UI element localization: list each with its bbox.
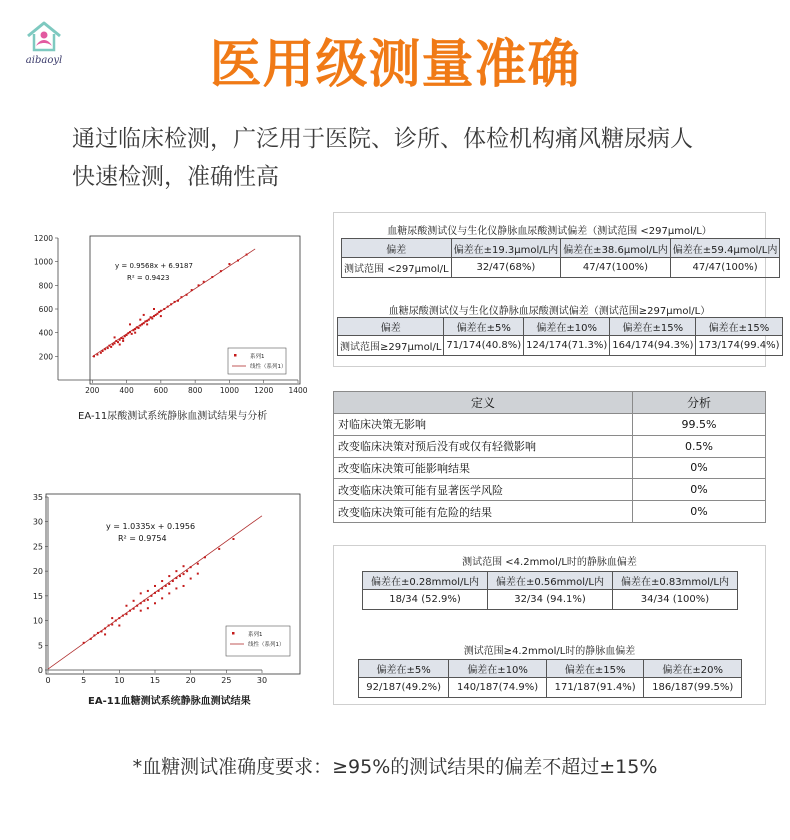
data-point xyxy=(139,319,141,321)
glucose-scatter-plot xyxy=(30,492,300,712)
x-tick-label: 20 xyxy=(185,676,196,685)
r-squared: R² = 0.9754 xyxy=(118,534,167,543)
x-tick-label: 5 xyxy=(81,676,87,685)
row-label: 测试范围 <297μmol/L xyxy=(342,258,452,278)
data-point xyxy=(186,570,188,572)
data-point xyxy=(132,329,134,331)
data-point xyxy=(114,336,116,338)
data-point xyxy=(191,289,193,291)
table-cell: 32/47(68%) xyxy=(451,258,561,278)
data-point xyxy=(158,590,160,592)
data-point xyxy=(218,548,220,550)
data-point xyxy=(112,344,114,346)
table-header: 偏差在±15% xyxy=(696,318,782,336)
data-point xyxy=(175,577,177,579)
data-point xyxy=(148,319,150,321)
x-tick-label: 1200 xyxy=(254,386,274,395)
table-cell: 18/34 (52.9%) xyxy=(363,590,488,610)
data-point xyxy=(168,583,170,585)
table-header: 偏差在±0.28mmol/L内 xyxy=(363,572,488,590)
table-header: 偏差在±0.83mmol/L内 xyxy=(613,572,738,590)
intro-text xyxy=(72,120,752,196)
uric-acid-scatter-plot xyxy=(30,228,308,428)
y-tick-label: 800 xyxy=(38,281,53,291)
data-point xyxy=(155,314,157,316)
data-point xyxy=(232,538,234,540)
intro-line-2: 快速检测，准确性高 xyxy=(72,164,279,190)
table-cell: 186/187(99.5%) xyxy=(644,678,742,698)
table-header: 定义 xyxy=(334,392,633,414)
data-point xyxy=(133,608,135,610)
row-label: 改变临床决策可能影响结果 xyxy=(334,457,633,479)
r-squared: R² = 0.9423 xyxy=(127,274,170,282)
table-header: 偏差在±10% xyxy=(449,660,547,678)
data-point xyxy=(122,340,124,342)
table-cell: 0% xyxy=(633,501,766,523)
data-point xyxy=(138,327,140,329)
data-point xyxy=(237,259,239,261)
x-tick-label: 400 xyxy=(119,386,134,395)
table-header: 偏差在±15% xyxy=(546,660,644,678)
table-header: 偏差在±20% xyxy=(644,660,742,678)
data-point xyxy=(147,599,149,601)
data-point xyxy=(211,276,213,278)
data-point xyxy=(177,300,179,302)
glucose-plot-svg xyxy=(30,492,300,712)
legend-series-label: 系列1 xyxy=(250,354,265,360)
data-point xyxy=(160,315,162,317)
data-point xyxy=(125,605,127,607)
data-point xyxy=(183,573,185,575)
data-point xyxy=(180,296,182,298)
data-point xyxy=(190,566,192,568)
table-cell: 171/187(91.4%) xyxy=(546,678,644,698)
table-cell: 99.5% xyxy=(633,414,766,436)
data-point xyxy=(100,352,102,354)
brand-name: aibaoyl xyxy=(25,55,63,66)
table-header: 偏差在±5% xyxy=(359,660,449,678)
data-point xyxy=(119,339,121,341)
y-tick-label: 15 xyxy=(32,591,43,601)
data-point xyxy=(129,331,131,333)
y-tick-label: 30 xyxy=(32,517,43,527)
data-point xyxy=(129,610,131,612)
table-cell: 71/174(40.8%) xyxy=(444,336,524,356)
glucose-low-deviation-table xyxy=(362,571,738,610)
data-point xyxy=(197,573,199,575)
row-label: 对临床决策无影响 xyxy=(334,414,633,436)
data-point xyxy=(183,565,185,567)
data-point xyxy=(168,575,170,577)
x-tick-label: 800 xyxy=(187,386,203,395)
y-tick-label: 400 xyxy=(38,328,53,338)
data-point xyxy=(124,335,126,337)
table-header: 偏差在±19.3μmol/L内 xyxy=(451,239,561,258)
legend-series-marker xyxy=(232,632,235,635)
clinical-impact-table xyxy=(333,391,766,523)
data-point xyxy=(111,624,113,626)
legend-box xyxy=(226,626,290,656)
data-point xyxy=(160,310,162,312)
data-point xyxy=(144,320,146,322)
uric-acid-plot-caption: EA-11尿酸测试系统静脉血测试结果与分析 xyxy=(78,411,268,422)
row-label: 改变临床决策可能有危险的结果 xyxy=(334,501,633,523)
data-point xyxy=(111,617,113,619)
table-cell: 47/47(100%) xyxy=(670,258,780,278)
data-point xyxy=(186,294,188,296)
data-point xyxy=(143,600,145,602)
y-tick-label: 5 xyxy=(37,641,43,651)
data-point xyxy=(122,615,124,617)
data-point xyxy=(127,332,129,334)
data-point xyxy=(172,580,174,582)
data-point xyxy=(131,333,133,335)
data-point xyxy=(139,325,141,327)
table-cell: 164/174(94.3%) xyxy=(610,336,696,356)
data-point xyxy=(161,587,163,589)
y-tick-label: 20 xyxy=(32,567,43,577)
y-tick-label: 1200 xyxy=(33,234,53,243)
intro-line-1: 通过临床检测，广泛用于医院、诊所、体检机构痛风糖尿病人 xyxy=(72,126,693,152)
data-point xyxy=(146,320,148,322)
data-point xyxy=(133,600,135,602)
data-point xyxy=(114,342,116,344)
legend-box xyxy=(228,348,286,374)
data-point xyxy=(101,630,103,632)
data-point xyxy=(156,313,158,315)
data-point xyxy=(220,270,222,272)
data-point xyxy=(90,638,92,640)
x-tick-label: 10 xyxy=(114,676,125,685)
data-point xyxy=(147,607,149,609)
data-point xyxy=(153,315,155,317)
table-cell: 32/34 (94.1%) xyxy=(488,590,613,610)
table-header: 偏差在±59.4μmol/L内 xyxy=(670,239,780,258)
data-point xyxy=(153,308,155,310)
data-point xyxy=(175,570,177,572)
x-tick-label: 200 xyxy=(85,386,100,395)
data-point xyxy=(108,625,110,627)
data-point xyxy=(117,341,119,343)
table-cell: 140/187(74.9%) xyxy=(449,678,547,698)
data-point xyxy=(104,633,106,635)
uric-low-table-title: 血糖尿酸测试仪与生化仪静脉血尿酸测试偏差（测试范围 <297μmol/L） xyxy=(387,226,712,237)
data-point xyxy=(150,595,152,597)
y-tick-label: 200 xyxy=(38,352,53,362)
data-point xyxy=(154,585,156,587)
data-point xyxy=(204,556,206,558)
data-point xyxy=(174,301,176,303)
uric-acid-plot-svg xyxy=(30,228,308,428)
table-cell: 0.5% xyxy=(633,435,766,457)
data-point xyxy=(97,632,99,634)
table-header: 偏差 xyxy=(342,239,452,258)
data-point xyxy=(140,592,142,594)
data-point xyxy=(136,605,138,607)
y-tick-label: 25 xyxy=(32,542,43,552)
glucose-high-deviation-table xyxy=(358,659,742,698)
data-point xyxy=(119,344,121,346)
data-point xyxy=(125,613,127,615)
glucose-plot-caption: EA-11血糖测试系统静脉血测试结果 xyxy=(88,696,251,707)
data-point xyxy=(154,602,156,604)
data-point xyxy=(118,625,120,627)
uric-high-table-title: 血糖尿酸测试仪与生化仪静脉血尿酸测试偏差（测试范围≥297μmol/L） xyxy=(388,306,711,317)
table-cell: 0% xyxy=(633,457,766,479)
data-point xyxy=(190,578,192,580)
legend-trend-label: 线性（系列1） xyxy=(250,364,287,370)
accuracy-footnote: *血糖测试准确度要求：≥95%的测试结果的偏差不超过±15% xyxy=(132,756,658,778)
data-point xyxy=(83,642,85,644)
x-tick-label: 1000 xyxy=(219,386,239,395)
table-cell: 173/174(99.4%) xyxy=(696,336,782,356)
data-point xyxy=(203,281,205,283)
data-point xyxy=(143,322,145,324)
y-tick-label: 1000 xyxy=(33,257,53,267)
glucose-low-table-title: 测试范围 <4.2mmol/L时的静脉血偏差 xyxy=(462,557,637,568)
data-point xyxy=(93,634,95,636)
x-tick-label: 0 xyxy=(45,676,51,685)
table-cell: 34/34 (100%) xyxy=(613,590,738,610)
table-header: 偏差在±5% xyxy=(444,318,524,336)
x-tick-label: 25 xyxy=(221,676,232,685)
table-cell: 47/47(100%) xyxy=(561,258,671,278)
data-point xyxy=(163,308,165,310)
data-point xyxy=(168,592,170,594)
data-point xyxy=(140,610,142,612)
data-point xyxy=(161,580,163,582)
y-tick-label: 10 xyxy=(32,616,43,626)
row-label: 改变临床决策对预后没有或仅有轻微影响 xyxy=(334,435,633,457)
table-cell: 92/187(49.2%) xyxy=(359,678,449,698)
x-tick-label: 600 xyxy=(153,386,169,395)
data-point xyxy=(146,323,148,325)
legend-series-label: 系列1 xyxy=(248,632,263,638)
data-point xyxy=(246,254,248,256)
table-header: 偏差 xyxy=(338,318,444,336)
table-header: 偏差在±15% xyxy=(610,318,696,336)
data-point xyxy=(183,585,185,587)
page-headline: 医用级测量准确 xyxy=(209,35,581,95)
data-point xyxy=(197,563,199,565)
legend-series-marker xyxy=(234,354,237,357)
data-point xyxy=(141,323,143,325)
trend-equation: y = 0.9568x + 6.9187 xyxy=(115,262,193,270)
data-point xyxy=(129,323,131,325)
uric-low-deviation-table xyxy=(341,238,780,278)
table-header: 分析 xyxy=(633,392,766,414)
data-point xyxy=(161,597,163,599)
row-label: 测试范围≥297μmol/L xyxy=(338,336,444,356)
data-point xyxy=(134,332,136,334)
data-point xyxy=(118,617,120,619)
x-tick-label: 1400 xyxy=(288,386,308,395)
data-point xyxy=(140,602,142,604)
data-point xyxy=(167,306,169,308)
data-point xyxy=(110,346,112,348)
x-tick-label: 30 xyxy=(256,676,268,685)
table-header: 偏差在±38.6μmol/L内 xyxy=(561,239,671,258)
data-point xyxy=(165,585,167,587)
row-label: 改变临床决策可能有显著医学风险 xyxy=(334,479,633,501)
data-point xyxy=(158,311,160,313)
data-point xyxy=(143,314,145,316)
glucose-high-table-title: 测试范围≥4.2mmol/L时的静脉血偏差 xyxy=(463,646,636,657)
data-point xyxy=(108,345,110,347)
table-header: 偏差在±0.56mmol/L内 xyxy=(488,572,613,590)
legend-trend-label: 线性（系列1） xyxy=(248,642,285,648)
table-cell: 0% xyxy=(633,479,766,501)
data-point xyxy=(154,592,156,594)
data-point xyxy=(102,350,104,352)
data-point xyxy=(96,354,98,356)
data-point xyxy=(104,627,106,629)
data-point xyxy=(107,347,109,349)
data-point xyxy=(134,328,136,330)
data-point xyxy=(170,303,172,305)
data-point xyxy=(115,340,117,342)
data-point xyxy=(93,355,95,357)
y-tick-label: 0 xyxy=(37,666,43,675)
trend-equation: y = 1.0335x + 0.1956 xyxy=(106,522,196,531)
table-cell: 124/174(71.3%) xyxy=(524,336,610,356)
y-tick-label: 35 xyxy=(32,493,43,502)
data-point xyxy=(198,284,200,286)
data-point xyxy=(175,587,177,589)
data-point xyxy=(120,337,122,339)
data-point xyxy=(104,348,106,350)
data-point xyxy=(115,620,117,622)
data-point xyxy=(179,575,181,577)
data-point xyxy=(150,316,152,318)
uric-high-deviation-table xyxy=(337,317,783,356)
data-point xyxy=(147,590,149,592)
data-point xyxy=(151,317,153,319)
data-point xyxy=(122,338,124,340)
data-point xyxy=(136,326,138,328)
data-point xyxy=(126,334,128,336)
y-tick-label: 600 xyxy=(38,305,53,314)
table-header: 偏差在±10% xyxy=(524,318,610,336)
x-tick-label: 15 xyxy=(149,676,161,685)
data-point xyxy=(228,263,230,265)
